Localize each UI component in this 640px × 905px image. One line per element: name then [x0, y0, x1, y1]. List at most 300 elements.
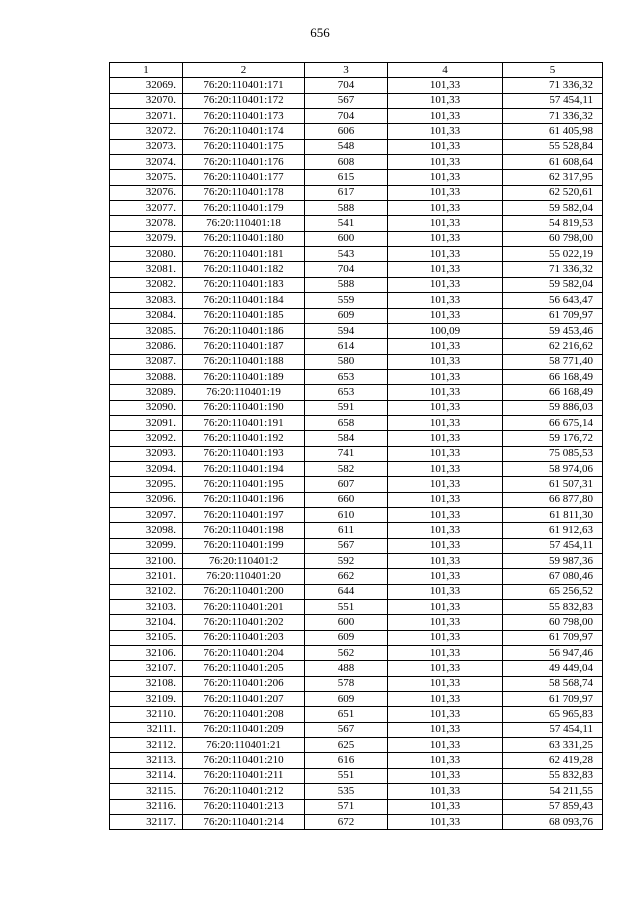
value-cell: 57 454,11: [503, 722, 603, 737]
value-cell: 59 886,03: [503, 400, 603, 415]
row-number-cell: 32094.: [110, 461, 183, 476]
cadastral-number-cell: 76:20:110401:206: [183, 676, 305, 691]
value-cell: 55 022,19: [503, 247, 603, 262]
rate-cell: 101,33: [388, 431, 503, 446]
area-cell: 704: [305, 78, 388, 93]
area-cell: 651: [305, 707, 388, 722]
rate-cell: 101,33: [388, 768, 503, 783]
row-number-cell: 32090.: [110, 400, 183, 415]
column-header-2: 2: [183, 63, 305, 78]
rate-cell: 101,33: [388, 109, 503, 124]
table-row: [110, 753, 603, 768]
area-cell: 580: [305, 354, 388, 369]
cadastral-number-cell: 76:20:110401:186: [183, 323, 305, 338]
rate-cell: 101,33: [388, 738, 503, 753]
area-cell: 543: [305, 247, 388, 262]
value-cell: 54 211,55: [503, 784, 603, 799]
row-number-cell: 32071.: [110, 109, 183, 124]
row-number-cell: 32098.: [110, 523, 183, 538]
table-row: [110, 507, 603, 522]
area-cell: 591: [305, 400, 388, 415]
row-number-cell: 32114.: [110, 768, 183, 783]
value-cell: 68 093,76: [503, 814, 603, 829]
row-number-cell: 32100.: [110, 554, 183, 569]
cadastral-number-cell: 76:20:110401:197: [183, 507, 305, 522]
table-row: [110, 615, 603, 630]
row-number-cell: 32106.: [110, 646, 183, 661]
rate-cell: 101,33: [388, 415, 503, 430]
value-cell: 61 709,97: [503, 692, 603, 707]
cadastral-number-cell: 76:20:110401:210: [183, 753, 305, 768]
cadastral-number-cell: 76:20:110401:193: [183, 446, 305, 461]
value-cell: 56 643,47: [503, 293, 603, 308]
table-row: [110, 646, 603, 661]
cadastral-number-cell: 76:20:110401:177: [183, 170, 305, 185]
area-cell: 610: [305, 507, 388, 522]
area-cell: 559: [305, 293, 388, 308]
area-cell: 672: [305, 814, 388, 829]
table-row: [110, 799, 603, 814]
cadastral-number-cell: 76:20:110401:183: [183, 277, 305, 292]
column-header-4: 4: [388, 63, 503, 78]
cadastral-number-cell: 76:20:110401:212: [183, 784, 305, 799]
value-cell: 65 256,52: [503, 584, 603, 599]
table-row: [110, 492, 603, 507]
rate-cell: 101,33: [388, 722, 503, 737]
area-cell: 704: [305, 262, 388, 277]
table-row: [110, 109, 603, 124]
area-cell: 614: [305, 339, 388, 354]
table-row: [110, 170, 603, 185]
rate-cell: 101,33: [388, 646, 503, 661]
cadastral-number-cell: 76:20:110401:208: [183, 707, 305, 722]
rate-cell: 101,33: [388, 784, 503, 799]
cadastral-number-cell: 76:20:110401:185: [183, 308, 305, 323]
rate-cell: 101,33: [388, 185, 503, 200]
value-cell: 62 216,62: [503, 339, 603, 354]
area-cell: 658: [305, 415, 388, 430]
row-number-cell: 32104.: [110, 615, 183, 630]
value-cell: 60 798,00: [503, 615, 603, 630]
row-number-cell: 32073.: [110, 139, 183, 154]
row-number-cell: 32115.: [110, 784, 183, 799]
value-cell: 57 859,43: [503, 799, 603, 814]
cadastral-number-cell: 76:20:110401:188: [183, 354, 305, 369]
rate-cell: 101,33: [388, 707, 503, 722]
table-row: [110, 308, 603, 323]
value-cell: 58 568,74: [503, 676, 603, 691]
table-row: [110, 185, 603, 200]
row-number-cell: 32084.: [110, 308, 183, 323]
cadastral-number-cell: 76:20:110401:179: [183, 201, 305, 216]
area-cell: 584: [305, 431, 388, 446]
cadastral-number-cell: 76:20:110401:2: [183, 554, 305, 569]
value-cell: 66 168,49: [503, 369, 603, 384]
cadastral-number-cell: 76:20:110401:204: [183, 646, 305, 661]
rate-cell: 101,33: [388, 584, 503, 599]
table-row: [110, 630, 603, 645]
rate-cell: 101,33: [388, 277, 503, 292]
cadastral-number-cell: 76:20:110401:195: [183, 477, 305, 492]
cadastral-number-cell: 76:20:110401:190: [183, 400, 305, 415]
rate-cell: 101,33: [388, 630, 503, 645]
row-number-cell: 32111.: [110, 722, 183, 737]
rate-cell: 101,33: [388, 538, 503, 553]
value-cell: 58 974,06: [503, 461, 603, 476]
value-cell: 61 912,63: [503, 523, 603, 538]
table-row: [110, 477, 603, 492]
area-cell: 488: [305, 661, 388, 676]
value-cell: 66 877,80: [503, 492, 603, 507]
area-cell: 600: [305, 231, 388, 246]
rate-cell: 101,33: [388, 93, 503, 108]
value-cell: 59 582,04: [503, 201, 603, 216]
table-row: [110, 231, 603, 246]
area-cell: 548: [305, 139, 388, 154]
row-number-cell: 32103.: [110, 600, 183, 615]
rate-cell: 101,33: [388, 216, 503, 231]
table-row: [110, 339, 603, 354]
row-number-cell: 32076.: [110, 185, 183, 200]
row-number-cell: 32069.: [110, 78, 183, 93]
row-number-cell: 32096.: [110, 492, 183, 507]
cadastral-number-cell: 76:20:110401:209: [183, 722, 305, 737]
table-row: [110, 692, 603, 707]
table-row: [110, 446, 603, 461]
table-row: [110, 814, 603, 829]
cadastral-number-cell: 76:20:110401:19: [183, 385, 305, 400]
value-cell: 49 449,04: [503, 661, 603, 676]
area-cell: 741: [305, 446, 388, 461]
row-number-cell: 32078.: [110, 216, 183, 231]
value-cell: 61 405,98: [503, 124, 603, 139]
value-cell: 66 675,14: [503, 415, 603, 430]
value-cell: 59 176,72: [503, 431, 603, 446]
rate-cell: 101,33: [388, 308, 503, 323]
value-cell: 62 317,95: [503, 170, 603, 185]
value-cell: 61 608,64: [503, 155, 603, 170]
value-cell: 71 336,32: [503, 78, 603, 93]
cadastral-number-cell: 76:20:110401:182: [183, 262, 305, 277]
cadastral-number-cell: 76:20:110401:178: [183, 185, 305, 200]
cadastral-number-cell: 76:20:110401:18: [183, 216, 305, 231]
table-row: [110, 600, 603, 615]
row-number-cell: 32079.: [110, 231, 183, 246]
area-cell: 609: [305, 692, 388, 707]
row-number-cell: 32105.: [110, 630, 183, 645]
value-cell: 65 965,83: [503, 707, 603, 722]
table-row: [110, 400, 603, 415]
table-row: [110, 707, 603, 722]
table-row: [110, 369, 603, 384]
cadastral-number-cell: 76:20:110401:196: [183, 492, 305, 507]
rate-cell: 101,33: [388, 569, 503, 584]
area-cell: 541: [305, 216, 388, 231]
table-row: [110, 676, 603, 691]
row-number-cell: 32081.: [110, 262, 183, 277]
rate-cell: 101,33: [388, 615, 503, 630]
area-cell: 609: [305, 308, 388, 323]
value-cell: 75 085,53: [503, 446, 603, 461]
rate-cell: 101,33: [388, 477, 503, 492]
table-row: [110, 523, 603, 538]
row-number-cell: 32083.: [110, 293, 183, 308]
cadastral-number-cell: 76:20:110401:171: [183, 78, 305, 93]
row-number-cell: 32085.: [110, 323, 183, 338]
row-number-cell: 32097.: [110, 507, 183, 522]
table-row: [110, 293, 603, 308]
row-number-cell: 32107.: [110, 661, 183, 676]
area-cell: 607: [305, 477, 388, 492]
area-cell: 617: [305, 185, 388, 200]
rate-cell: 101,33: [388, 507, 503, 522]
rate-cell: 101,33: [388, 554, 503, 569]
rate-cell: 101,33: [388, 600, 503, 615]
cadastral-number-cell: 76:20:110401:174: [183, 124, 305, 139]
value-cell: 54 819,53: [503, 216, 603, 231]
table-row: [110, 124, 603, 139]
area-cell: 578: [305, 676, 388, 691]
table-row: [110, 201, 603, 216]
rate-cell: 101,33: [388, 247, 503, 262]
value-cell: 71 336,32: [503, 109, 603, 124]
cadastral-number-cell: 76:20:110401:20: [183, 569, 305, 584]
rate-cell: 101,33: [388, 170, 503, 185]
cadastral-number-cell: 76:20:110401:176: [183, 155, 305, 170]
value-cell: 55 832,83: [503, 768, 603, 783]
rate-cell: 101,33: [388, 231, 503, 246]
value-cell: 62 419,28: [503, 753, 603, 768]
table-row: [110, 385, 603, 400]
row-number-cell: 32088.: [110, 369, 183, 384]
cadastral-number-cell: 76:20:110401:199: [183, 538, 305, 553]
cadastral-number-cell: 76:20:110401:211: [183, 768, 305, 783]
cadastral-number-cell: 76:20:110401:213: [183, 799, 305, 814]
column-header-5: 5: [503, 63, 603, 78]
table-row: [110, 216, 603, 231]
rate-cell: 101,33: [388, 692, 503, 707]
row-number-cell: 32091.: [110, 415, 183, 430]
row-number-cell: 32095.: [110, 477, 183, 492]
area-cell: 551: [305, 768, 388, 783]
table-row: [110, 139, 603, 154]
cadastral-number-cell: 76:20:110401:175: [183, 139, 305, 154]
rate-cell: 101,33: [388, 661, 503, 676]
column-header-1: 1: [110, 63, 183, 78]
row-number-cell: 32087.: [110, 354, 183, 369]
value-cell: 59 582,04: [503, 277, 603, 292]
row-number-cell: 32075.: [110, 170, 183, 185]
rate-cell: 101,33: [388, 523, 503, 538]
value-cell: 61 709,97: [503, 630, 603, 645]
table-row: [110, 247, 603, 262]
area-cell: 606: [305, 124, 388, 139]
area-cell: 625: [305, 738, 388, 753]
table-row: [110, 277, 603, 292]
row-number-cell: 32110.: [110, 707, 183, 722]
rate-cell: 101,33: [388, 400, 503, 415]
row-number-cell: 32072.: [110, 124, 183, 139]
row-number-cell: 32080.: [110, 247, 183, 262]
row-number-cell: 32113.: [110, 753, 183, 768]
table-row: [110, 784, 603, 799]
cadastral-number-cell: 76:20:110401:203: [183, 630, 305, 645]
area-cell: 609: [305, 630, 388, 645]
table-row: [110, 78, 603, 93]
rate-cell: 101,33: [388, 385, 503, 400]
rate-cell: 101,33: [388, 446, 503, 461]
value-cell: 56 947,46: [503, 646, 603, 661]
row-number-cell: 32109.: [110, 692, 183, 707]
rate-cell: 101,33: [388, 124, 503, 139]
cadastral-number-cell: 76:20:110401:184: [183, 293, 305, 308]
area-cell: 662: [305, 569, 388, 584]
table-row: [110, 738, 603, 753]
area-cell: 567: [305, 538, 388, 553]
row-number-cell: 32108.: [110, 676, 183, 691]
cadastral-value-table: [109, 62, 603, 830]
cadastral-number-cell: 76:20:110401:202: [183, 615, 305, 630]
table-row: [110, 584, 603, 599]
area-cell: 571: [305, 799, 388, 814]
table-row: [110, 93, 603, 108]
area-cell: 551: [305, 600, 388, 615]
cadastral-number-cell: 76:20:110401:192: [183, 431, 305, 446]
row-number-cell: 32117.: [110, 814, 183, 829]
cadastral-number-cell: 76:20:110401:194: [183, 461, 305, 476]
area-cell: 608: [305, 155, 388, 170]
value-cell: 55 528,84: [503, 139, 603, 154]
area-cell: 592: [305, 554, 388, 569]
cadastral-number-cell: 76:20:110401:200: [183, 584, 305, 599]
row-number-cell: 32089.: [110, 385, 183, 400]
area-cell: 567: [305, 722, 388, 737]
value-cell: 66 168,49: [503, 385, 603, 400]
rate-cell: 101,33: [388, 139, 503, 154]
rate-cell: 101,33: [388, 262, 503, 277]
area-cell: 653: [305, 385, 388, 400]
area-cell: 600: [305, 615, 388, 630]
table-row: [110, 262, 603, 277]
page-number: 656: [310, 25, 330, 40]
row-number-cell: 32092.: [110, 431, 183, 446]
value-cell: 59 453,46: [503, 323, 603, 338]
area-cell: 588: [305, 201, 388, 216]
table-row: [110, 431, 603, 446]
rate-cell: 101,33: [388, 753, 503, 768]
table-row: [110, 415, 603, 430]
column-header-3: 3: [305, 63, 388, 78]
rate-cell: 101,33: [388, 814, 503, 829]
rate-cell: 101,33: [388, 155, 503, 170]
row-number-cell: 32070.: [110, 93, 183, 108]
cadastral-number-cell: 76:20:110401:21: [183, 738, 305, 753]
area-cell: 588: [305, 277, 388, 292]
area-cell: 562: [305, 646, 388, 661]
rate-cell: 101,33: [388, 799, 503, 814]
cadastral-number-cell: 76:20:110401:214: [183, 814, 305, 829]
cadastral-number-cell: 76:20:110401:191: [183, 415, 305, 430]
table-row: [110, 323, 603, 338]
row-number-cell: 32099.: [110, 538, 183, 553]
area-cell: 704: [305, 109, 388, 124]
cadastral-number-cell: 76:20:110401:181: [183, 247, 305, 262]
table-body: [110, 78, 603, 830]
cadastral-number-cell: 76:20:110401:187: [183, 339, 305, 354]
area-cell: 615: [305, 170, 388, 185]
row-number-cell: 32074.: [110, 155, 183, 170]
table-row: [110, 768, 603, 783]
value-cell: 62 520,61: [503, 185, 603, 200]
area-cell: 611: [305, 523, 388, 538]
row-number-cell: 32101.: [110, 569, 183, 584]
value-cell: 63 331,25: [503, 738, 603, 753]
area-cell: 582: [305, 461, 388, 476]
cadastral-number-cell: 76:20:110401:172: [183, 93, 305, 108]
rate-cell: 100,09: [388, 323, 503, 338]
table-row: [110, 722, 603, 737]
cadastral-number-cell: 76:20:110401:198: [183, 523, 305, 538]
area-cell: 644: [305, 584, 388, 599]
row-number-cell: 32093.: [110, 446, 183, 461]
rate-cell: 101,33: [388, 201, 503, 216]
table-row: [110, 569, 603, 584]
area-cell: 567: [305, 93, 388, 108]
row-number-cell: 32086.: [110, 339, 183, 354]
row-number-cell: 32112.: [110, 738, 183, 753]
area-cell: 535: [305, 784, 388, 799]
rate-cell: 101,33: [388, 339, 503, 354]
value-cell: 58 771,40: [503, 354, 603, 369]
cadastral-number-cell: 76:20:110401:180: [183, 231, 305, 246]
table-row: [110, 155, 603, 170]
value-cell: 59 987,36: [503, 554, 603, 569]
area-cell: 616: [305, 753, 388, 768]
area-cell: 660: [305, 492, 388, 507]
rate-cell: 101,33: [388, 676, 503, 691]
rate-cell: 101,33: [388, 78, 503, 93]
table-row: [110, 461, 603, 476]
table-row: [110, 661, 603, 676]
rate-cell: 101,33: [388, 354, 503, 369]
cadastral-number-cell: 76:20:110401:205: [183, 661, 305, 676]
value-cell: 57 454,11: [503, 93, 603, 108]
value-cell: 61 811,30: [503, 507, 603, 522]
area-cell: 653: [305, 369, 388, 384]
value-cell: 57 454,11: [503, 538, 603, 553]
table-header-row: [110, 63, 603, 78]
rate-cell: 101,33: [388, 293, 503, 308]
row-number-cell: 32077.: [110, 201, 183, 216]
value-cell: 61 709,97: [503, 308, 603, 323]
rate-cell: 101,33: [388, 369, 503, 384]
cadastral-number-cell: 76:20:110401:173: [183, 109, 305, 124]
area-cell: 594: [305, 323, 388, 338]
row-number-cell: 32116.: [110, 799, 183, 814]
value-cell: 55 832,83: [503, 600, 603, 615]
table-row: [110, 538, 603, 553]
value-cell: 61 507,31: [503, 477, 603, 492]
cadastral-number-cell: 76:20:110401:207: [183, 692, 305, 707]
rate-cell: 101,33: [388, 492, 503, 507]
table-row: [110, 554, 603, 569]
cadastral-number-cell: 76:20:110401:189: [183, 369, 305, 384]
cadastral-number-cell: 76:20:110401:201: [183, 600, 305, 615]
rate-cell: 101,33: [388, 461, 503, 476]
value-cell: 67 080,46: [503, 569, 603, 584]
table-row: [110, 354, 603, 369]
row-number-cell: 32102.: [110, 584, 183, 599]
